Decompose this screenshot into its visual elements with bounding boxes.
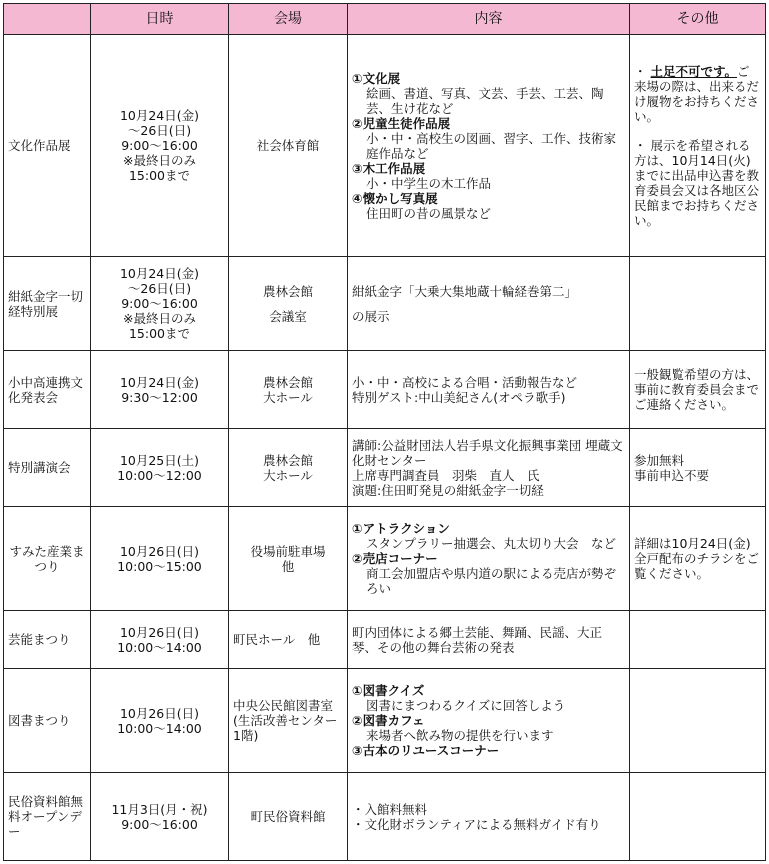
- venue-line: 農林会館: [262, 452, 313, 468]
- event-venue: [229, 351, 348, 429]
- venue-line: 大ホール: [263, 389, 313, 405]
- header-event: [4, 4, 91, 35]
- event-name: 芸能まつり: [4, 611, 91, 669]
- datetime-line: ～26日(日): [127, 123, 192, 138]
- header-venue: 会場: [229, 4, 348, 35]
- venue-line: 役場前駐車場: [250, 543, 326, 559]
- content-heading: ①文化展: [352, 70, 401, 86]
- content-heading: ①アトラクション: [352, 521, 450, 536]
- table-row: [4, 611, 766, 669]
- content-line: 小・中学生の木工作品: [366, 175, 492, 191]
- header-datetime: 日時: [91, 4, 229, 35]
- content-heading: ④懐かし写真展: [352, 190, 438, 206]
- event-name: 民俗資料館無料オープンデー: [4, 773, 91, 861]
- content-heading: ②児童生徒作品展: [352, 115, 451, 131]
- datetime-line: 10月24日(金): [119, 108, 200, 123]
- event-content: [348, 351, 630, 429]
- venue-line: 社会体育館: [256, 138, 320, 153]
- datetime-line: 9:00～16:00: [121, 296, 198, 311]
- content-heading: ②売店コーナー: [352, 551, 438, 566]
- datetime-line: 9:00～16:00: [121, 138, 198, 153]
- content-line: ・入館料無料: [352, 801, 428, 817]
- content-line: 小・中・高校による合唱・活動報告など: [352, 374, 578, 390]
- event-datetime: [91, 773, 229, 861]
- event-content: [348, 611, 630, 669]
- datetime-line: 10月26日(日): [119, 705, 200, 721]
- event-venue: [229, 507, 348, 611]
- content-line: 商工会加盟店や県内道の駅による売店が勢ぞろい: [366, 566, 617, 596]
- venue-line: 町民ホール 他: [233, 632, 321, 647]
- content-line: 特別ゲスト:中山美紀さん(オペラ歌手): [352, 389, 566, 405]
- datetime-line: 9:30～12:00: [121, 389, 198, 405]
- event-name: 紺紙金字一切経特別展: [4, 257, 91, 351]
- venue-line: 農林会館: [262, 283, 313, 299]
- datetime-line: 10月24日(金): [119, 266, 200, 281]
- content-line: 町内団体による郷土芸能、舞踊、民謡、大正琴、その他の舞台芸術の発表: [352, 624, 603, 655]
- other-note: ・ 展示を希望される方は、10月14日(火)までに出品申込書を教育委員会又は各地区公民館までお持ちください。: [634, 137, 760, 228]
- table-row: [4, 35, 766, 257]
- event-name: 小中高連携文化発表会: [4, 351, 91, 429]
- note-text: ご来場の際は、出来るだけ履物をお持ちください。: [634, 63, 760, 124]
- content-heading: ③古本のリユースコーナー: [352, 743, 500, 758]
- event-venue: [229, 257, 348, 351]
- event-venue: [229, 669, 348, 773]
- content-line: 講師:公益財団法人岩手県文化振興事業団 埋蔵文化財センター: [352, 437, 623, 468]
- content-line: 来場者へ飲み物の提供を行います: [366, 728, 554, 743]
- header-content: 内容: [348, 4, 630, 35]
- content-line: 住田町の昔の風景など: [366, 205, 492, 221]
- content-line: 絵画、書道、写真、文芸、手芸、工芸、陶芸、生け花など: [366, 85, 604, 116]
- content-line: スタンプラリー抽選会、丸太切り大会 など: [366, 536, 617, 551]
- event-datetime: [91, 669, 229, 773]
- event-other: [630, 35, 766, 257]
- event-datetime: [91, 35, 229, 257]
- event-venue: [229, 429, 348, 507]
- venue-line: 会議室: [269, 308, 307, 324]
- event-content: [348, 669, 630, 773]
- event-content: [348, 429, 630, 507]
- event-name: 特別講演会: [4, 429, 91, 507]
- datetime-line: 10:00～15:00: [117, 558, 202, 574]
- venue-line: 町民俗資料館: [250, 809, 326, 824]
- event-other: 詳細は10月24日(金)全戸配布のチラシをご覧ください。: [630, 507, 766, 611]
- content-line: 上席専門調査員 羽柴 直人 氏: [352, 467, 540, 483]
- event-datetime: [91, 429, 229, 507]
- header-other: その他: [630, 4, 766, 35]
- content-line: の展示: [352, 308, 390, 324]
- event-venue: [229, 35, 348, 257]
- event-content: [348, 507, 630, 611]
- bullet: ・: [634, 63, 647, 79]
- table-row: [4, 507, 766, 611]
- venue-line: 他: [281, 558, 295, 574]
- event-name: 文化作品展: [4, 35, 91, 257]
- table-row: [4, 257, 766, 351]
- event-datetime: [91, 611, 229, 669]
- content-heading: ③木工作品展: [352, 160, 426, 176]
- datetime-line: ～26日(日): [127, 281, 192, 296]
- content-line: ・文化財ボランティアによる無料ガイド有り: [352, 816, 601, 832]
- datetime-line: 10月26日(日): [119, 624, 200, 640]
- event-other: [630, 257, 766, 351]
- event-venue: [229, 611, 348, 669]
- content-line: 図書にまつわるクイズに回答しよう: [366, 698, 566, 713]
- datetime-line: 10月25日(土): [119, 452, 200, 468]
- event-other: [630, 611, 766, 669]
- event-name: すみた産業まつり: [4, 507, 91, 611]
- datetime-line: 10月26日(日): [119, 543, 200, 559]
- table-row: [4, 351, 766, 429]
- venue-line: 大ホール: [263, 467, 313, 483]
- event-other: 参加無料 事前申込不要: [630, 429, 766, 507]
- table-row: [4, 429, 766, 507]
- event-content: [348, 35, 630, 257]
- event-content: [348, 257, 630, 351]
- datetime-line: 11月3日(月・祝): [111, 801, 208, 817]
- content-heading: ①図書クイズ: [352, 683, 425, 698]
- datetime-line: 9:00～16:00: [121, 816, 198, 832]
- event-name: 図書まつり: [4, 669, 91, 773]
- venue-line: 中央公民館図書室(生活改善センター1階): [233, 698, 338, 743]
- event-schedule-table: [3, 3, 766, 861]
- event-venue: [229, 773, 348, 861]
- event-datetime: [91, 351, 229, 429]
- other-note: [634, 64, 761, 124]
- datetime-line: ※最終日のみ: [123, 153, 196, 168]
- datetime-line: 10:00～12:00: [117, 467, 202, 483]
- event-content: [348, 773, 630, 861]
- event-other: [630, 773, 766, 861]
- table-row: [4, 669, 766, 773]
- event-datetime: [91, 257, 229, 351]
- datetime-line: 15:00まで: [128, 168, 191, 183]
- datetime-line: 10:00～14:00: [117, 639, 202, 655]
- event-other: [630, 669, 766, 773]
- header-row: [4, 4, 766, 35]
- content-heading: ②図書カフェ: [352, 713, 425, 728]
- content-line: 小・中・高校生の図画、習字、工作、技術家庭作品など: [366, 130, 617, 161]
- warning-text: 土足不可です。: [650, 63, 738, 79]
- venue-line: 農林会館: [262, 374, 313, 390]
- datetime-line: 10月24日(金): [119, 374, 200, 390]
- event-other: 一般観覧希望の方は、事前に教育委員会までご連絡ください。: [630, 351, 766, 429]
- event-datetime: [91, 507, 229, 611]
- datetime-line: 10:00～14:00: [117, 720, 202, 736]
- table-row: [4, 773, 766, 861]
- content-line: 紺紙金字「大乗大集地蔵十輪経巻第二」: [352, 283, 578, 299]
- datetime-line: 15:00まで: [128, 326, 191, 341]
- content-line: 演題:住田町発見の紺紙金字一切経: [352, 482, 544, 498]
- datetime-line: ※最終日のみ: [123, 311, 196, 326]
